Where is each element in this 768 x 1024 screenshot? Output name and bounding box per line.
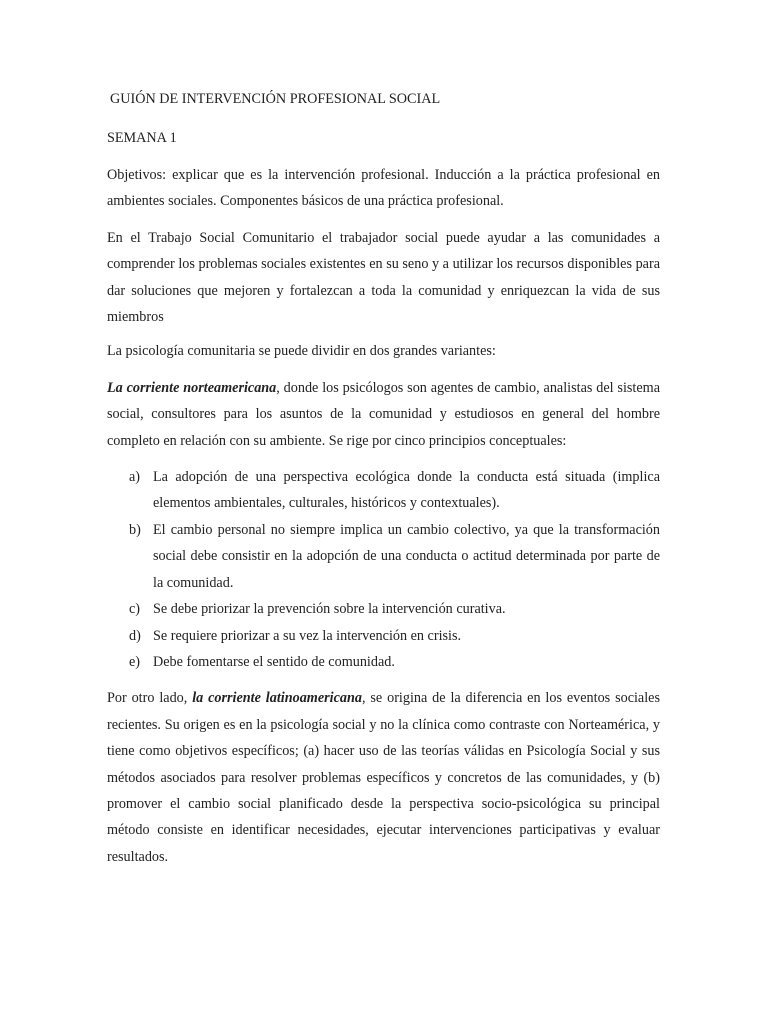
latin-american-prefix: Por otro lado, <box>107 690 193 707</box>
list-marker: e) <box>129 653 141 670</box>
list-marker: a) <box>129 469 141 486</box>
principles-list <box>107 464 660 675</box>
variants-paragraph: La psicología comunitaria se puede dividir en dos grandes variantes: <box>107 343 496 360</box>
list-item-text: Se debe priorizar la prevención sobre la intervención curativa. <box>153 601 506 618</box>
list-item-text: Se requiere priorizar a su vez la intervención en crisis. <box>153 627 462 644</box>
list-item <box>107 623 660 649</box>
document-page <box>107 86 660 880</box>
list-item <box>107 464 660 517</box>
document-title: GUIÓN DE INTERVENCIÓN PROFESIONAL SOCIAL <box>110 91 441 107</box>
list-item-text: La adopción de una perspectiva ecológica donde la conducta está situada (implica elementos ambientales, culturales, históricos y contextuales). <box>153 469 660 512</box>
latin-american-label: la corriente latinoamericana <box>192 690 362 707</box>
list-item-text: El cambio personal no siempre implica un cambio colectivo, ya que la transformación social debe consistir en la adopción de una conducta o actitud determinada por parte de la comunidad. <box>153 521 660 591</box>
north-american-label: La corriente norteamericana <box>107 379 277 396</box>
objectives-paragraph: Objetivos: explicar que es la intervención profesional. Inducción a la práctica profesional en ambientes sociales. Componentes básicos de una práctica profesional. <box>107 167 660 210</box>
list-marker: c) <box>129 601 141 618</box>
latin-american-paragraph <box>107 685 660 870</box>
list-item-text: Debe fomentarse el sentido de comunidad. <box>153 653 395 670</box>
list-item <box>107 596 660 622</box>
list-marker: d) <box>129 627 141 644</box>
list-item <box>107 649 660 675</box>
week-heading: SEMANA 1 <box>107 130 177 146</box>
community-paragraph: En el Trabajo Social Comunitario el trabajador social puede ayudar a las comunidades a comprender los problemas sociales existentes en su seno y a utilizar los recursos disponibles para dar soluciones que mejoren y fortalezcan a toda la comunidad y enriquezcan la vida de sus miembros <box>107 229 660 326</box>
north-american-paragraph <box>107 375 660 454</box>
latin-american-text: , se origina de la diferencia en los eventos sociales recientes. Su origen es en la psicología social y no la clínica como contraste con Norteamérica, y tiene como objetivos específicos; (a) hacer uso de las teorías válidas en Psicología Social y sus métodos asociados para resolver problemas específicos y concretos de las comunidades, y (b) promover el cambio social planificado desde la perspectiva socio-psicológica su principal método consiste en identificar necesidades, ejecutar intervenciones participativas y evaluar resultados. <box>107 690 660 865</box>
list-marker: b) <box>129 521 141 538</box>
list-item <box>107 517 660 596</box>
north-american-text: , donde los psicólogos son agentes de cambio, analistas del sistema social, consultores para los asuntos de la comunidad y estudiosos en general del hombre completo en relación con su ambiente. Se rige por cinco principios conceptuales: <box>107 379 660 449</box>
